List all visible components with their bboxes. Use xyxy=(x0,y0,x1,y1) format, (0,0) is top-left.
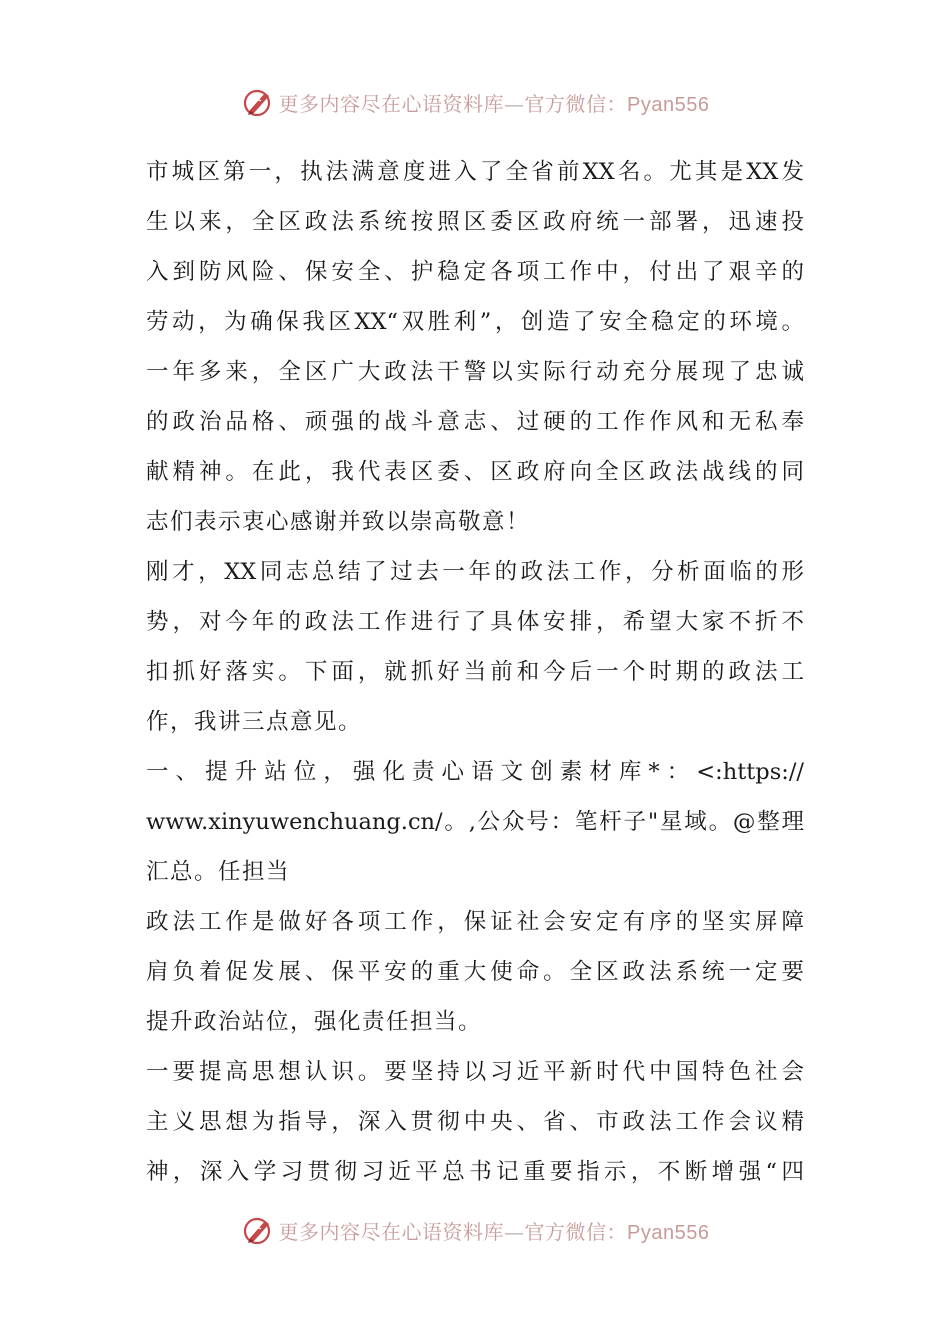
footer-banner xyxy=(0,1210,950,1250)
pen-logo-icon xyxy=(241,85,275,119)
text-line: 一年多来，全区广大政法干警以实际行动充分展现了忠诚 xyxy=(146,359,804,385)
text-line: 献精神。在此，我代表区委、区政府向全区政法战线的同 xyxy=(146,459,804,485)
header-banner xyxy=(0,82,950,122)
banner-wechat-id: Pyan556 xyxy=(627,1221,710,1244)
document-body xyxy=(146,147,804,1197)
text-line: 扣抓好落实。下面，就抓好当前和今后一个时期的政法工 xyxy=(146,659,804,685)
banner-separator: — xyxy=(504,91,525,116)
text-line: 提升政治站位，强化责任担当。 xyxy=(146,1009,483,1035)
text-line: 志们表示衷心感谢并致以崇高敬意！ xyxy=(146,509,531,535)
banner-wechat-id: Pyan556 xyxy=(627,93,710,116)
pen-logo-icon xyxy=(241,1213,275,1247)
banner-official-label: 官方微信： xyxy=(524,91,628,116)
heading-line: 汇总。任担当 xyxy=(146,859,291,885)
text-line: 入到防风险、保安全、护稳定各项工作中，付出了艰辛的 xyxy=(146,259,804,285)
text-line: 主义思想为指导，深入贯彻中央、省、市政法工作会议精 xyxy=(146,1109,804,1135)
text-line: 政法工作是做好各项工作，保证社会安定有序的坚实屏障 xyxy=(146,909,804,935)
heading-line: 一、提升站位，强化责心语文创素材库*：<:https:// xyxy=(146,759,804,785)
text-line: 一要提高思想认识。要坚持以习近平新时代中国特色社会 xyxy=(146,1059,804,1085)
text-line: 作，我讲三点意见。 xyxy=(146,709,363,735)
text-line: 的政治品格、顽强的战斗意志、过硬的工作作风和无私奉 xyxy=(146,409,804,435)
banner-main-text: 更多内容尽在心语资料库 xyxy=(278,91,505,116)
text-line: 生以来，全区政法系统按照区委区政府统一部署，迅速投 xyxy=(146,209,804,235)
text-line: 劳动，为确保我区XX“双胜利”，创造了安全稳定的环境。 xyxy=(146,309,804,335)
heading-line: www.xinyuwenchuang.cn/。,公众号：笔杆子"星域。@整理 xyxy=(146,809,804,835)
banner-official-label: 官方微信： xyxy=(524,1219,628,1244)
text-line: 神，深入学习贯彻习近平总书记重要指示，不断增强“四 xyxy=(146,1159,804,1185)
text-line: 刚才，XX同志总结了过去一年的政法工作，分析面临的形 xyxy=(146,559,804,585)
banner-main-text: 更多内容尽在心语资料库 xyxy=(278,1219,505,1244)
text-line: 势，对今年的政法工作进行了具体安排，希望大家不折不 xyxy=(146,609,804,635)
text-line: 市城区第一，执法满意度进入了全省前XX名。尤其是XX发 xyxy=(146,159,804,185)
text-line: 肩负着促发展、保平安的重大使命。全区政法系统一定要 xyxy=(146,959,804,985)
banner-separator: — xyxy=(504,1219,525,1244)
